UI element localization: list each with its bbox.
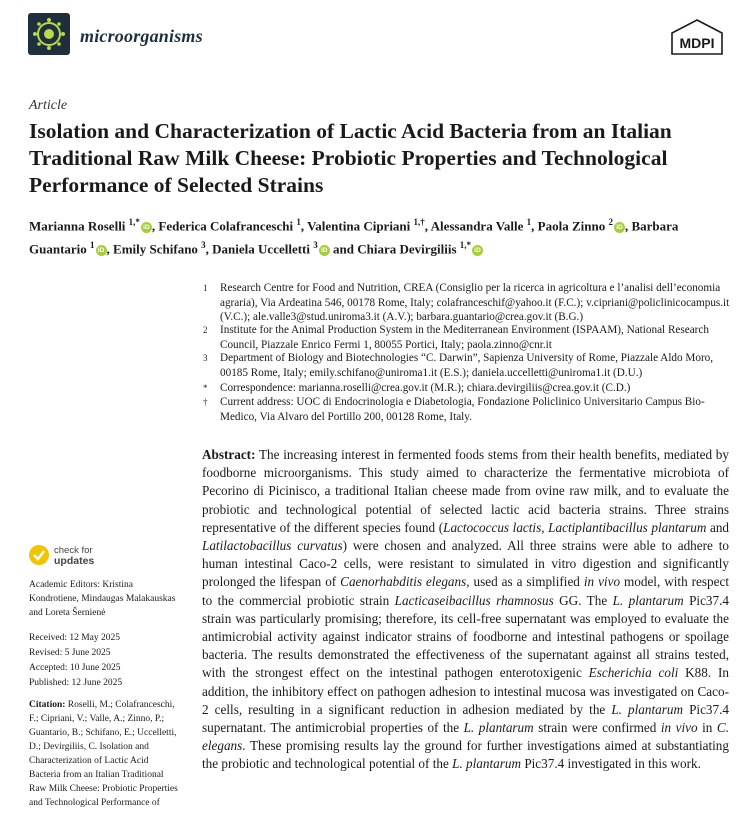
abstract-italic-term: L. plantarum	[463, 720, 534, 736]
author-name[interactable]: Federica Colafranceschi	[158, 218, 297, 234]
abstract-text: ) were chosen and analyzed. All three strains were able to adhere to human intestinal Caco-2 cells, were resistant to simulated in vitro digestion and significantly prolonged the lifespan of	[202, 538, 729, 590]
abstract-italic-term: Caenorhabditis elegans	[340, 574, 467, 590]
article-type: Article	[29, 98, 68, 113]
abstract-text: , used as a simplified	[466, 574, 584, 590]
affiliation-text: Current address: UOC di Endocrinologia e Diabetologia, Fondazione Policlinico Universitario Campus Bio-Medico, Via Alvaro del Portillo 200, 00128 Rome, Italy.	[220, 396, 705, 423]
affiliation-mark: 2	[203, 325, 208, 335]
affiliation-mark: 3	[203, 353, 208, 363]
abstract-italic-term: L. plantarum	[452, 756, 522, 772]
svg-text:MDPI: MDPI	[679, 35, 715, 51]
author-list: Marianna Roselli $^{1,*}$iD , Federica Colafranceschi $^1$, Valentina Cipriani $^{1,\dagger}$, Alessandra Valle $^1$, Paola Zinno $^2$iD , Barbara Guantario $^1$iD , Emily Schifano $^3$, Daniela Uccelletti $^3$iD and Chiara Devirgiliis $^{1,*}$iD	[29, 217, 679, 257]
author-affiliation-mark: 3	[313, 239, 318, 250]
mdpi-logo[interactable]	[668, 19, 726, 55]
abstract-label: Abstract:	[202, 447, 256, 462]
abstract-text: Pic37.4 investigated in this work.	[521, 756, 701, 772]
orcid-icon[interactable]: iD	[141, 222, 152, 233]
abstract-italic-term: L. plantarum	[612, 592, 684, 608]
citation-text: Roselli, M.; Colafranceschi, F.; Cipriani, V.; Valle, A.; Zinno, P.; Guantario, B.; Schifano, E.; Uccelletti, D.; Devirgiliis, C. Isolation and Characterization of Lactic Acid Bacteria from an Italian Traditional Raw Milk Cheese: Probiotic Properties and Technological Performance of	[29, 700, 178, 808]
abstract-text: Pic37.4 strain was particularly promising; therefore, its cell-free supernatant was employed to evaluate the antimicrobial activity against indicator strains of foodborne and intestinal pathogens or spoilage bacteria. The results demonstrated the effectiveness of the supernatant against all strains tested, with the strongest effect on the intestinal pathogen enterotoxigenic	[202, 592, 729, 681]
author-and: and	[329, 241, 358, 257]
orcid-icon[interactable]: iD	[614, 222, 625, 233]
check-for-updates-label[interactable]: check for	[54, 545, 93, 556]
abstract-italic-term: Lactococcus lactis	[443, 519, 542, 535]
date-received: Received: 12 May 2025	[29, 633, 121, 643]
date-accepted: Accepted: 10 June 2025	[29, 663, 121, 673]
date-revised: Revised: 5 June 2025	[29, 648, 111, 658]
affiliation-mark: *	[203, 383, 208, 393]
author-affiliation-mark: 1	[296, 217, 301, 227]
abstract-text: The increasing interest in fermented foods stems from their health benefits, mediated by foodborne microorganisms. This study aimed to characterize the fermentative microbiota of Pecorino di Picinisco, a traditional Italian cheese made from ovine raw milk, and to evaluate the probiotic and technological potential of selected lactic acid bacteria strains. Three strains representative of the different species found (	[202, 447, 729, 535]
orcid-icon[interactable]: iD	[472, 245, 483, 256]
mdpi-logo-icon	[668, 19, 726, 55]
article-title: Isolation and Characterization of Lactic Acid Bacteria from an Italian Traditional Raw Milk Cheese: Probiotic Properties and Technological Performance of Selected Strains	[29, 119, 672, 197]
author-name[interactable]: Marianna Roselli	[29, 218, 129, 234]
abstract-italic-term: Escherichia coli	[588, 665, 679, 681]
abstract-italic-term: C. elegans	[202, 720, 729, 754]
author-affiliation-mark: 1	[90, 239, 95, 250]
abstract-text: strain were confirmed	[533, 720, 661, 736]
abstract-text: K88. In addition, the inhibitory effect on pathogen adhesion to intestinal mucosa was investigated on Caco-2 cells, resulting in a significant reduction in adhesion mediated by the	[202, 665, 730, 717]
date-published: Published: 12 June 2025	[29, 678, 123, 688]
abstract-text: in	[697, 720, 717, 736]
author-name[interactable]: Emily Schifano	[113, 241, 202, 257]
author-affiliation-mark: 1,†	[413, 217, 425, 227]
author-name[interactable]: Alessandra Valle	[430, 218, 527, 234]
abstract-italic-term: Latilactobacillus curvatus	[202, 538, 343, 554]
check-for-updates-icon[interactable]	[29, 545, 49, 565]
affiliation-mark: 1	[203, 283, 208, 293]
microorganism-icon	[28, 13, 70, 55]
author-affiliation-mark: 1,*	[459, 239, 472, 250]
author-affiliation-mark: 1,*	[128, 217, 140, 227]
affiliation-text: Correspondence: marianna.roselli@crea.gov.it (M.R.); chiara.devirgiliis@crea.gov.it (C.D.)	[220, 382, 631, 394]
abstract-italic-term: Lacticaseibacillus rhamnosus	[394, 592, 554, 608]
abstract-text: model, with respect to the commercial probiotic strain	[202, 574, 729, 608]
journal-logo	[28, 13, 70, 55]
check-for-updates-updates[interactable]: updates	[54, 555, 95, 567]
author-affiliation-mark: 3	[201, 239, 206, 250]
abstract	[202, 446, 729, 774]
affiliation-text: Research Centre for Food and Nutrition, CREA (Consiglio per la ricerca in agricoltura e l’analisi dell’economia agraria), Via Ardeatina 546, 00178 Rome, Italy; colafranceschif@yahoo.it (F.C.); v.cipriani@policlinicocampus.it (V.C.); ale.valle3@stud.uniroma3.it (A.V.); barbara.guantario@crea.gov.it (B.G.)	[220, 282, 730, 323]
affiliation-text: Department of Biology and Biotechnologies “C. Darwin”, Sapienza University of Rome, Piazzale Aldo Moro, 00185 Rome, Italy; emily.schifano@uniroma1.it (E.S.); daniela.uccelletti@uniroma1.it (D.U.)	[220, 352, 714, 379]
journal-name[interactable]: microorganisms	[80, 26, 203, 46]
abstract-italic-term: in vivo	[660, 720, 698, 736]
author-affiliation-mark: 1	[526, 217, 532, 227]
affiliation-mark: †	[203, 397, 208, 407]
abstract-italic-term: Lactiplantibacillus plantarum	[548, 519, 707, 535]
author-name[interactable]: Valentina Cipriani	[307, 218, 414, 234]
orcid-icon[interactable]: iD	[319, 245, 330, 256]
abstract-text: and	[706, 519, 730, 535]
author-name[interactable]: Chiara Devirgiliis	[357, 241, 460, 257]
abstract-text: . These promising results lay the ground for further investigations aimed at substantiating the probiotic and technological potential of the	[202, 738, 729, 772]
orcid-icon[interactable]: iD	[96, 245, 107, 256]
author-name[interactable]: Daniela Uccelletti	[212, 241, 314, 257]
academic-editors: Academic Editors: Kristina Kondrotiene, Mindaugas Malakauskas and Loreta Šernienė	[29, 580, 176, 618]
abstract-italic-term: in vivo	[583, 574, 621, 590]
abstract-text: ,	[541, 519, 549, 535]
abstract-text: Pic37.4 supernatant. The antimicrobial properties of the	[202, 701, 729, 736]
abstract-text: GG. The	[553, 592, 613, 608]
affiliation-text: Institute for the Animal Production System in the Mediterranean Environment (ISPAAM), National Research Council, Piazzale Enrico Fermi 1, 80055 Portici, Italy; paola.zinno@cnr.it	[220, 324, 709, 351]
citation-label: Citation:	[29, 700, 66, 710]
author-name[interactable]: Paola Zinno	[537, 218, 609, 234]
author-name[interactable]: Barbara Guantario	[29, 218, 679, 257]
abstract-italic-term: L. plantarum	[611, 701, 683, 717]
author-affiliation-mark: 2	[608, 217, 613, 227]
citation	[29, 698, 179, 816]
